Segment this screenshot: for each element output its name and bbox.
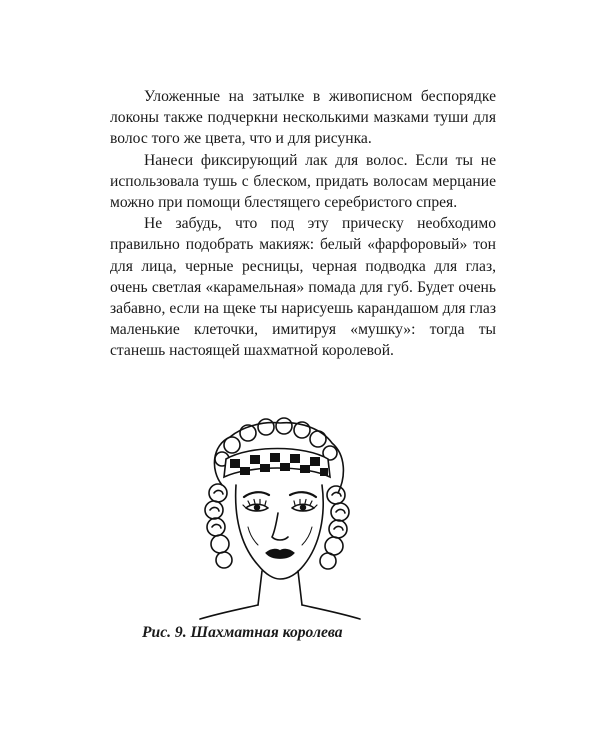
- eyebrow-right: [290, 492, 316, 497]
- figure-caption: Рис. 9. Шахматная королева: [142, 624, 343, 641]
- paragraph-2: Нанеси фиксирующий лак для волос. Если ты не использовала тушь с блеском, придать волосам мерцание можно при помощи блестящего серебристого спрея.: [110, 151, 496, 212]
- checkered-headband: [224, 449, 330, 478]
- paragraph-1: Уложенные на затылке в живописном беспорядке локоны также подчеркни несколькими мазками туши для волос того же цвета, что и для рисунка.: [110, 88, 496, 148]
- paragraph-3: Не забудь, что под эту прическу необходимо правильно подобрать макияж: белый «фарфоровый» тон для лица, черные ресницы, черная подводка для глаз, очень светлая «карамельная» помада для губ. Будет очень забавно, если на щеке ты нарисуешь карандашом для глаз маленькие клеточки, имитируя «мушку»: тогда ты станешь настоящей шахматной королевой.: [110, 215, 496, 360]
- nose: [272, 513, 288, 540]
- shoulders: [200, 605, 258, 619]
- eyebrow-left: [244, 492, 269, 497]
- lips: [266, 549, 294, 558]
- body-text: [110, 86, 496, 362]
- hair-curls: [205, 418, 349, 569]
- neck: [258, 571, 262, 605]
- woman-portrait-drawing: [170, 415, 385, 620]
- chess-queen-illustration: [170, 415, 385, 620]
